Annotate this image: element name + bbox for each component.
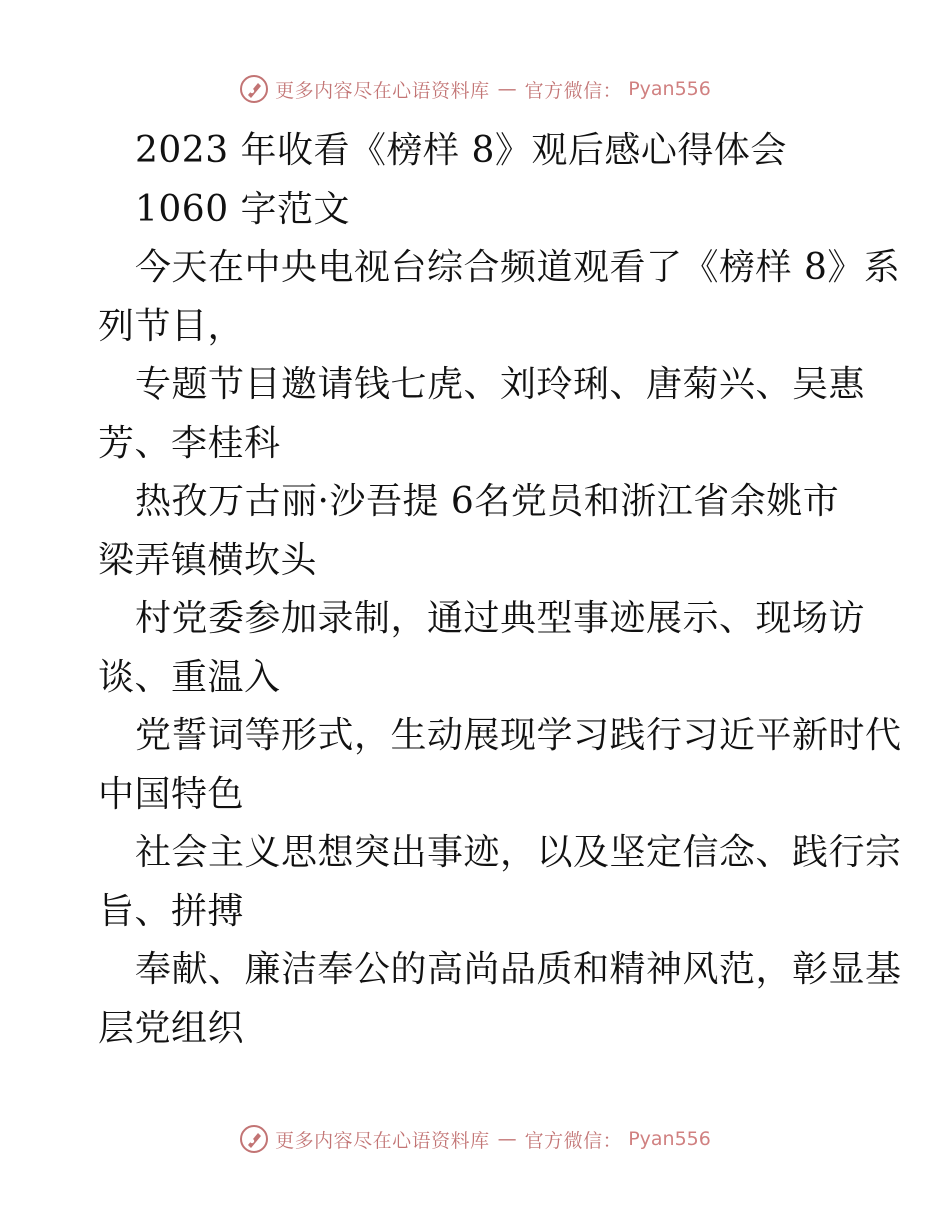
paragraph-line: 层党组织 [98, 1007, 245, 1049]
header-watermark [0, 74, 950, 104]
watermark-separator: — [497, 78, 517, 100]
document-body [98, 122, 902, 1058]
paragraph-line: 列节目， [98, 305, 245, 347]
watermark-text: 更多内容尽在心语资料库 [275, 1129, 490, 1152]
watermark-separator: — [497, 1128, 517, 1150]
paragraph-line: 谈、重温入 [98, 656, 281, 698]
title-line-2: 1060 字范文 [135, 188, 351, 230]
paragraph-line: 旨、拼搏 [98, 890, 245, 932]
paragraph-line: 专题节目邀请钱七虎、刘玲琍、唐菊兴、吴惠 [135, 364, 866, 405]
watermark-wechat-label: 官方微信： [524, 1129, 623, 1152]
footer-watermark [0, 1124, 950, 1154]
pen-logo-icon [239, 1124, 269, 1154]
paragraph-line: 奉献、廉洁奉公的高尚品质和精神风范，彰显基 [135, 949, 902, 990]
paragraph-line: 社会主义思想突出事迹，以及坚定信念、践行宗 [135, 832, 902, 873]
paragraph-line: 芳、李桂科 [98, 422, 281, 464]
pen-logo-icon [239, 74, 269, 104]
watermark-wechat-id: Pyan556 [628, 78, 711, 100]
watermark-wechat-label: 官方微信： [524, 79, 623, 102]
paragraph-line: 热孜万古丽·沙吾提 6名党员和浙江省余姚市 [135, 481, 840, 522]
watermark-wechat-id: Pyan556 [628, 1128, 711, 1150]
paragraph-line: 党誓词等形式，生动展现学习践行习近平新时代 [135, 715, 902, 756]
paragraph-line: 中国特色 [98, 773, 245, 815]
paragraph-line: 村党委参加录制，通过典型事迹展示、现场访 [135, 598, 866, 639]
paragraph-line: 今天在中央电视台综合频道观看了《榜样 8》系 [135, 247, 901, 288]
paragraph-line: 梁弄镇横坎头 [98, 539, 318, 581]
watermark-text: 更多内容尽在心语资料库 [275, 79, 490, 102]
title-line-1: 2023 年收看《榜样 8》观后感心得体会 [135, 130, 787, 171]
